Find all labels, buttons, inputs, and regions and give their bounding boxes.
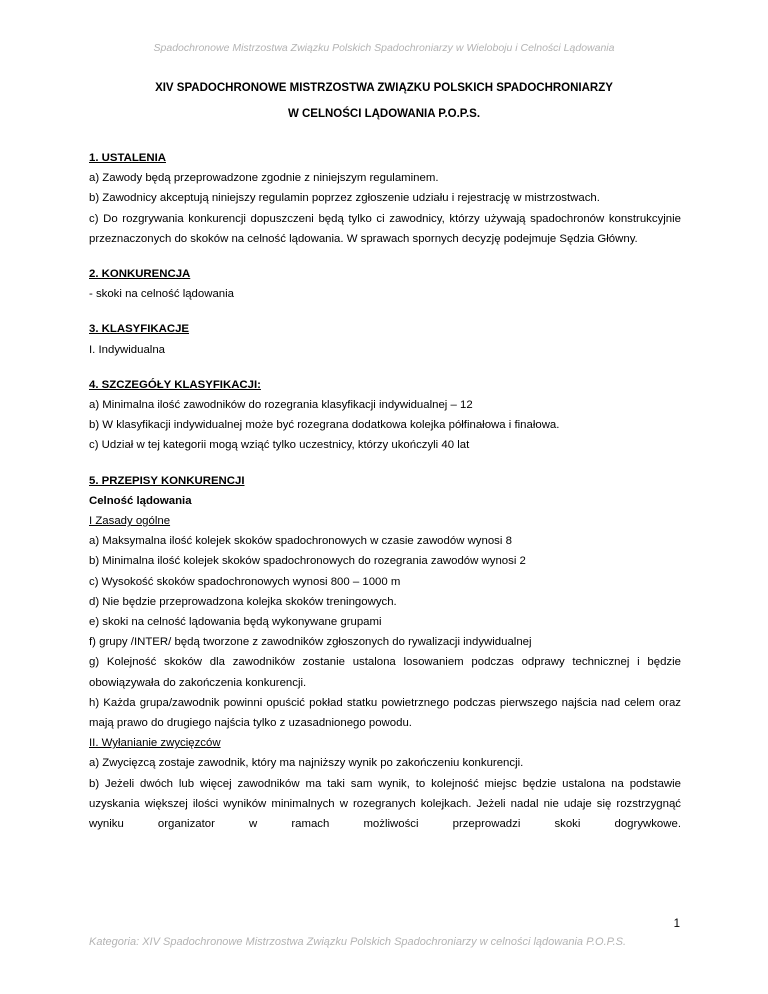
section-5-part-1-item-c: c) Wysokość skoków spadochronowych wynosi 800 – 1000 m xyxy=(89,575,401,588)
section-3-heading: 3. KLASYFIKACJE xyxy=(89,323,190,336)
section-5-part-1-title: I Zasady ogólne xyxy=(89,515,171,528)
section-5-part-1-item-g: g) Kolejność skoków dla zawodników zostanie ustalona losowaniem podczas odprawy technicznej i będzie obowiązywała do zakończenia konkurencji. xyxy=(89,656,681,689)
section-5-part-1-item-f: f) grupy /INTER/ będą tworzone z zawodników zgłoszonych do rywalizacji indywidualnej xyxy=(89,636,532,649)
section-2-item: - skoki na celność lądowania xyxy=(89,288,234,301)
section-3-item: I. Indywidualna xyxy=(89,343,165,356)
document-title-line-1: XIV SPADOCHRONOWE MISTRZOSTWA ZWIĄZKU POLSKICH SPADOCHRONIARZY xyxy=(155,82,613,94)
section-2-heading: 2. KONKURENCJA xyxy=(89,268,191,281)
section-5-subheading: Celność lądowania xyxy=(89,494,192,507)
document-title-line-2: W CELNOŚCI LĄDOWANIA P.O.P.S. xyxy=(287,108,481,120)
section-5-part-1-item-d: d) Nie będzie przeprowadzona kolejka skoków treningowych. xyxy=(89,595,397,608)
section-5-part-2-item-a: a) Zwycięzcą zostaje zawodnik, który ma najniższy wynik po zakończeniu konkurencji. xyxy=(89,757,524,770)
document-body xyxy=(89,148,681,834)
section-5-heading: 5. PRZEPISY KONKURENCJI xyxy=(89,474,245,487)
section-1-heading: 1. USTALENIA xyxy=(89,152,166,164)
section-5-part-2-item-b: b) Jeżeli dwóch lub więcej zawodników ma taki sam wynik, to kolejność miejsc będzie ustalona na podstawie uzyskania większej ilości wyników minimalnych w rozegranych kolejkach. Jeżeli nadal nie udaje się rozstrzygnąć wyniku organizator w ramach możliwości przeprowadzi skoki dogrywkowe. xyxy=(89,777,681,831)
section-5-part-1-item-a: a) Maksymalna ilość kolejek skoków spadochronowych w czasie zawodów wynosi 8 xyxy=(89,535,512,548)
section-4-item-a: a) Minimalna ilość zawodników do rozegrania klasyfikacji indywidualnej – 12 xyxy=(89,399,473,412)
section-1-item-c: c) Do rozgrywania konkurencji dopuszczeni będą tylko ci zawodnicy, którzy używają spadochronów konstrukcyjnie przeznaczonych do skoków na celność lądowania. W sprawach spornych decyzję podejmuje Sędzia Główny. xyxy=(89,212,681,245)
section-4-item-b: b) W klasyfikacji indywidualnej może być rozegrana dodatkowa kolejka półfinałowa i finałowa. xyxy=(89,419,560,432)
section-4-item-c: c) Udział w tej kategorii mogą wziąć tylko uczestnicy, którzy ukończyli 40 lat xyxy=(89,439,470,452)
page-footer: Kategoria: XIV Spadochronowe Mistrzostwa Związku Polskich Spadochroniarzy w celności lądowania P.O.P.S. xyxy=(89,936,627,948)
section-5-part-2-title: II. Wyłanianie zwycięzców xyxy=(89,737,221,750)
section-1-item-b: b) Zawodnicy akceptują niniejszy regulamin poprzez zgłoszenie udziału i rejestrację w mistrzostwach. xyxy=(89,192,600,205)
running-header: Spadochronowe Mistrzostwa Związku Polskich Spadochroniarzy w Wieloboju i Celności Lądowania xyxy=(153,42,615,54)
section-4-heading: 4. SZCZEGÓŁY KLASYFIKACJI: xyxy=(89,378,261,391)
section-5-part-1-item-h: h) Każda grupa/zawodnik powinni opuścić pokład statku powietrznego podczas pierwszego najścia nad celem oraz mają prawo do drugiego najścia tylko z uzasadnionego powodu. xyxy=(89,696,681,730)
section-1-item-a: a) Zawody będą przeprowadzone zgodnie z niniejszym regulaminem. xyxy=(89,172,439,185)
section-5-part-1-item-b: b) Minimalna ilość kolejek skoków spadochronowych do rozegrania zawodów wynosi 2 xyxy=(89,555,526,568)
section-5-part-1-item-e: e) skoki na celność lądowania będą wykonywane grupami xyxy=(89,616,382,629)
page-number: 1 xyxy=(673,918,680,930)
